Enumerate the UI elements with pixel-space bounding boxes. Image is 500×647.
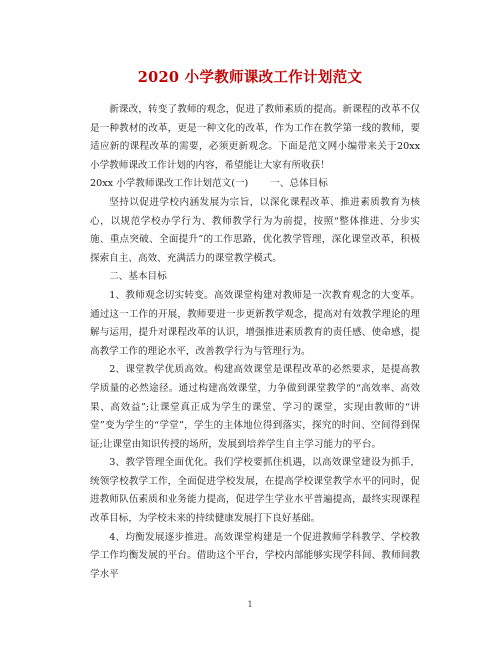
subtitle: 20xx 小学教师课改工作计划范文(一) xyxy=(90,178,249,190)
item4-paragraph: 4、均衡发展逐步推进。高效课堂构建是一个促进教师学科教学、学校教学工作均衡发展的平台。借助这个平台，学校内部能够实现学科间、教师间教学水平 xyxy=(90,531,420,580)
intro-paragraph: 新课改，转变了教师的观念，促进了教师素质的提高。新课程的改革不仅是一种教材的改革，更是一种文化的改革，作为工作在教学第一线的教师，要适应新的课程改革的需要，必须更新观念。下面是范文网小编带来关于20xx小学教师课改工作计划的内容，希望能让大家有所收获！ xyxy=(90,104,420,171)
document-title: 2020 小学教师课改工作计划范文 xyxy=(137,69,363,86)
document-body xyxy=(90,101,420,584)
section1-paragraph: 坚持以促进学校内涵发展为宗旨，以深化课程改革、推进素质教育为核心，以规范学校办学行为、教师教学行为为前提，按照“整体推进、分步实施、重点突破、全面提升”的工作思路，优化教学管理，深化课堂改革，积极探索自主、高效、充满活力的课堂教学模式。 xyxy=(90,196,420,264)
item2-paragraph: 2、课堂教学优质高效。构建高效课堂是课程改革的必然要求，是提高教学质量的必然途径。通过构建高效课堂，力争做到课堂教学的“高效率、高效果、高效益”;让课堂真正成为学生的课堂、学习的课堂，实现由教师的“讲堂”变为学生的“学堂”，学生的主体地位得到落实，探究的时间、空间得到保证;让课堂由知识传授的场所，发展到培养学生自主学习能力的平台。 xyxy=(90,364,420,450)
item1-paragraph: 1、教师观念切实转变。高效课堂构建对教师是一次教育观念的大变革。通过这一工作的开展，教师要进一步更新教学观念，提高对有效教学理论的理解与运用，提升对课程改革的认识，增强推进素质教育的责任感、使命感，提高教学工作的理论水平，改善教学行为与管理行为。 xyxy=(90,289,420,357)
section1-heading: 一、总体目标 xyxy=(270,178,328,190)
section2-heading: 二、基本目标 xyxy=(109,271,167,283)
page-number: 1 xyxy=(247,600,253,609)
subtitle-line xyxy=(90,175,420,194)
item3-paragraph: 3、教学管理全面优化。我们学校要抓住机遇，以高效课堂建设为抓手，统领学校教学工作，全面促进学校发展，在提高学校课堂教学水平的同时，促进教师队伍素质和业务能力提高，促进学生学业水平普遍提高，最终实现课程改革目标，为学校未来的持续健康发展打下良好基础。 xyxy=(90,457,420,525)
